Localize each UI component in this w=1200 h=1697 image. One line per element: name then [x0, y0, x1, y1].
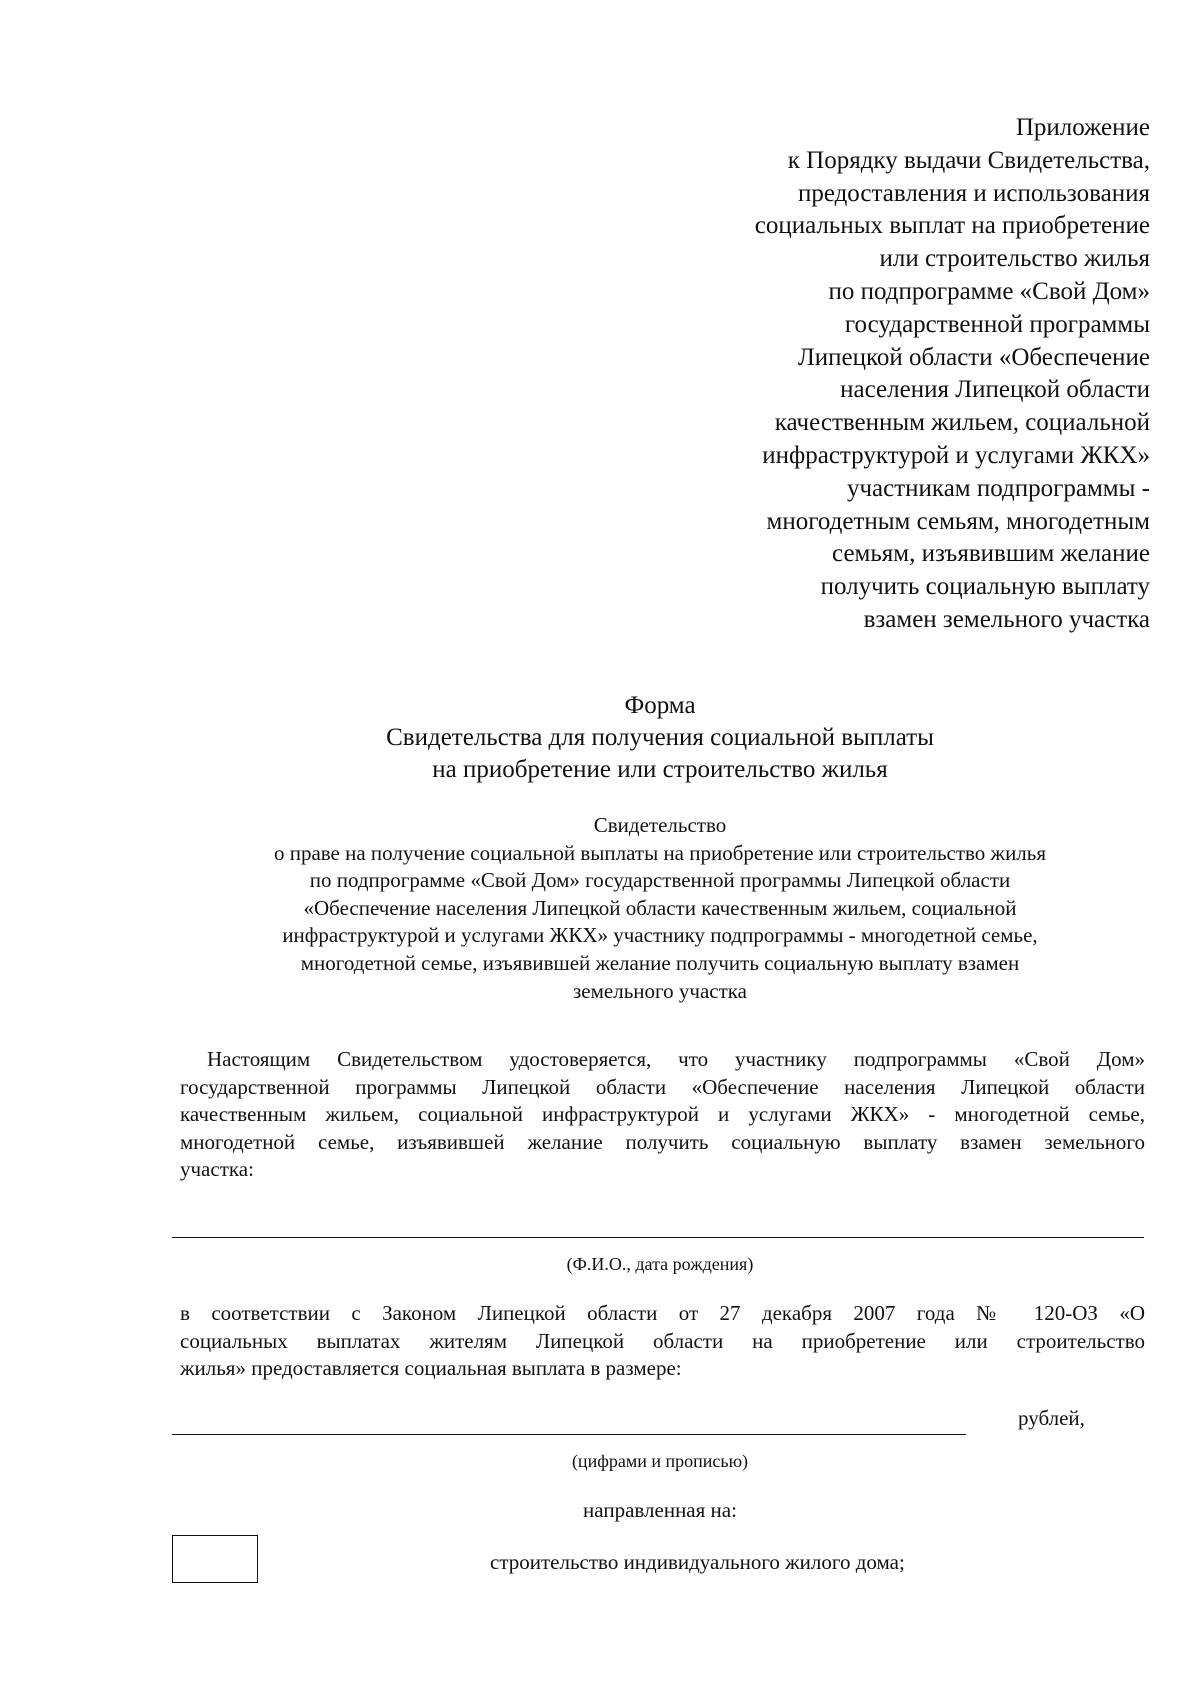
appendix-line: качественным жильем, социальной — [774, 409, 1150, 437]
paragraph-line: государственной программы Липецкой области «Обеспечение населения Липецкой области — [180, 1074, 1145, 1099]
certificate-heading-line: многодетной семье, изъявившей желание получить социальную выплату взамен — [300, 950, 1020, 975]
construction-option-label: строительство индивидуального жилого дома; — [490, 1550, 905, 1574]
form-title — [0, 690, 1200, 786]
certificate-heading — [0, 812, 1200, 1005]
appendix-line: семьям, изъявившим желание — [832, 540, 1150, 568]
certificate-heading-line: «Обеспечение населения Липецкой области качественным жильем, социальной — [303, 895, 1017, 920]
form-title-line: на приобретение или строительство жилья — [432, 756, 888, 783]
form-title-line: Свидетельства для получения социальной выплаты — [386, 724, 934, 751]
rubles-label: рублей, — [1018, 1406, 1085, 1430]
appendix-line: предоставления и использования — [797, 179, 1150, 207]
directed-label: направленная на: — [583, 1498, 737, 1522]
appendix-header — [590, 112, 1150, 637]
paragraph-line: жилья» предоставляется социальная выплата в размере: — [180, 1356, 682, 1381]
appendix-line: социальных выплат на приобретение — [754, 212, 1150, 240]
form-title-line: Форма — [624, 692, 696, 719]
appendix-line: Приложение — [1015, 114, 1150, 141]
paragraph-line: в соответствии с Законом Липецкой области от 27 декабря 2007 года № 120-ОЗ «О — [180, 1301, 1145, 1325]
appendix-line: многодетным семьям, многодетным — [766, 507, 1150, 535]
certificate-heading-line: по подпрограмме «Свой Дом» государственной программы Липецкой области — [309, 868, 1011, 893]
appendix-line: взамен земельного участка — [863, 605, 1150, 633]
appendix-line: государственной программы — [844, 310, 1150, 338]
appendix-line: получить социальную выплату — [820, 573, 1150, 601]
appendix-line: населения Липецкой области — [840, 376, 1150, 404]
certification-paragraph — [180, 1046, 1145, 1184]
paragraph-line: качественным жильем, социальной инфраструктурой и услугами ЖКХ» - многодетной семье, — [180, 1102, 1145, 1127]
certificate-heading-line: инфраструктурой и услугами ЖКХ» участнику подпрограммы - многодетной семье, — [282, 923, 1038, 948]
appendix-line: или строительство жилья — [879, 245, 1150, 273]
certificate-heading-line: о праве на получение социальной выплаты на приобретение или строительство жилья — [273, 840, 1047, 865]
law-paragraph — [180, 1300, 1145, 1383]
paragraph-line: участка: — [180, 1157, 254, 1182]
amount-caption: (цифрами и прописью) — [571, 1451, 749, 1471]
certificate-heading-line: земельного участка — [573, 978, 747, 1003]
appendix-line: по подпрограмме «Свой Дом» — [828, 277, 1150, 305]
appendix-line: участникам подпрограммы - — [846, 474, 1150, 502]
appendix-line: к Порядку выдачи Свидетельства, — [787, 146, 1150, 174]
amount-blank-line[interactable] — [172, 1434, 966, 1435]
certificate-heading-line: Свидетельство — [593, 813, 727, 837]
fio-caption: (Ф.И.О., дата рождения) — [566, 1254, 754, 1274]
construction-option-checkbox[interactable] — [172, 1535, 258, 1583]
paragraph-line: социальных выплатах жителям Липецкой области на приобретение или строительство — [180, 1328, 1145, 1353]
appendix-line: Липецкой области «Обеспечение — [797, 343, 1150, 371]
fio-blank-line[interactable] — [172, 1237, 1144, 1238]
appendix-line: инфраструктурой и услугами ЖКХ» — [762, 441, 1150, 469]
paragraph-line: Настоящим Свидетельством удостоверяется, что участнику подпрограммы «Свой Дом» — [207, 1047, 1145, 1071]
paragraph-line: многодетной семье, изъявившей желание получить социальную выплату взамен земельного — [180, 1129, 1145, 1154]
